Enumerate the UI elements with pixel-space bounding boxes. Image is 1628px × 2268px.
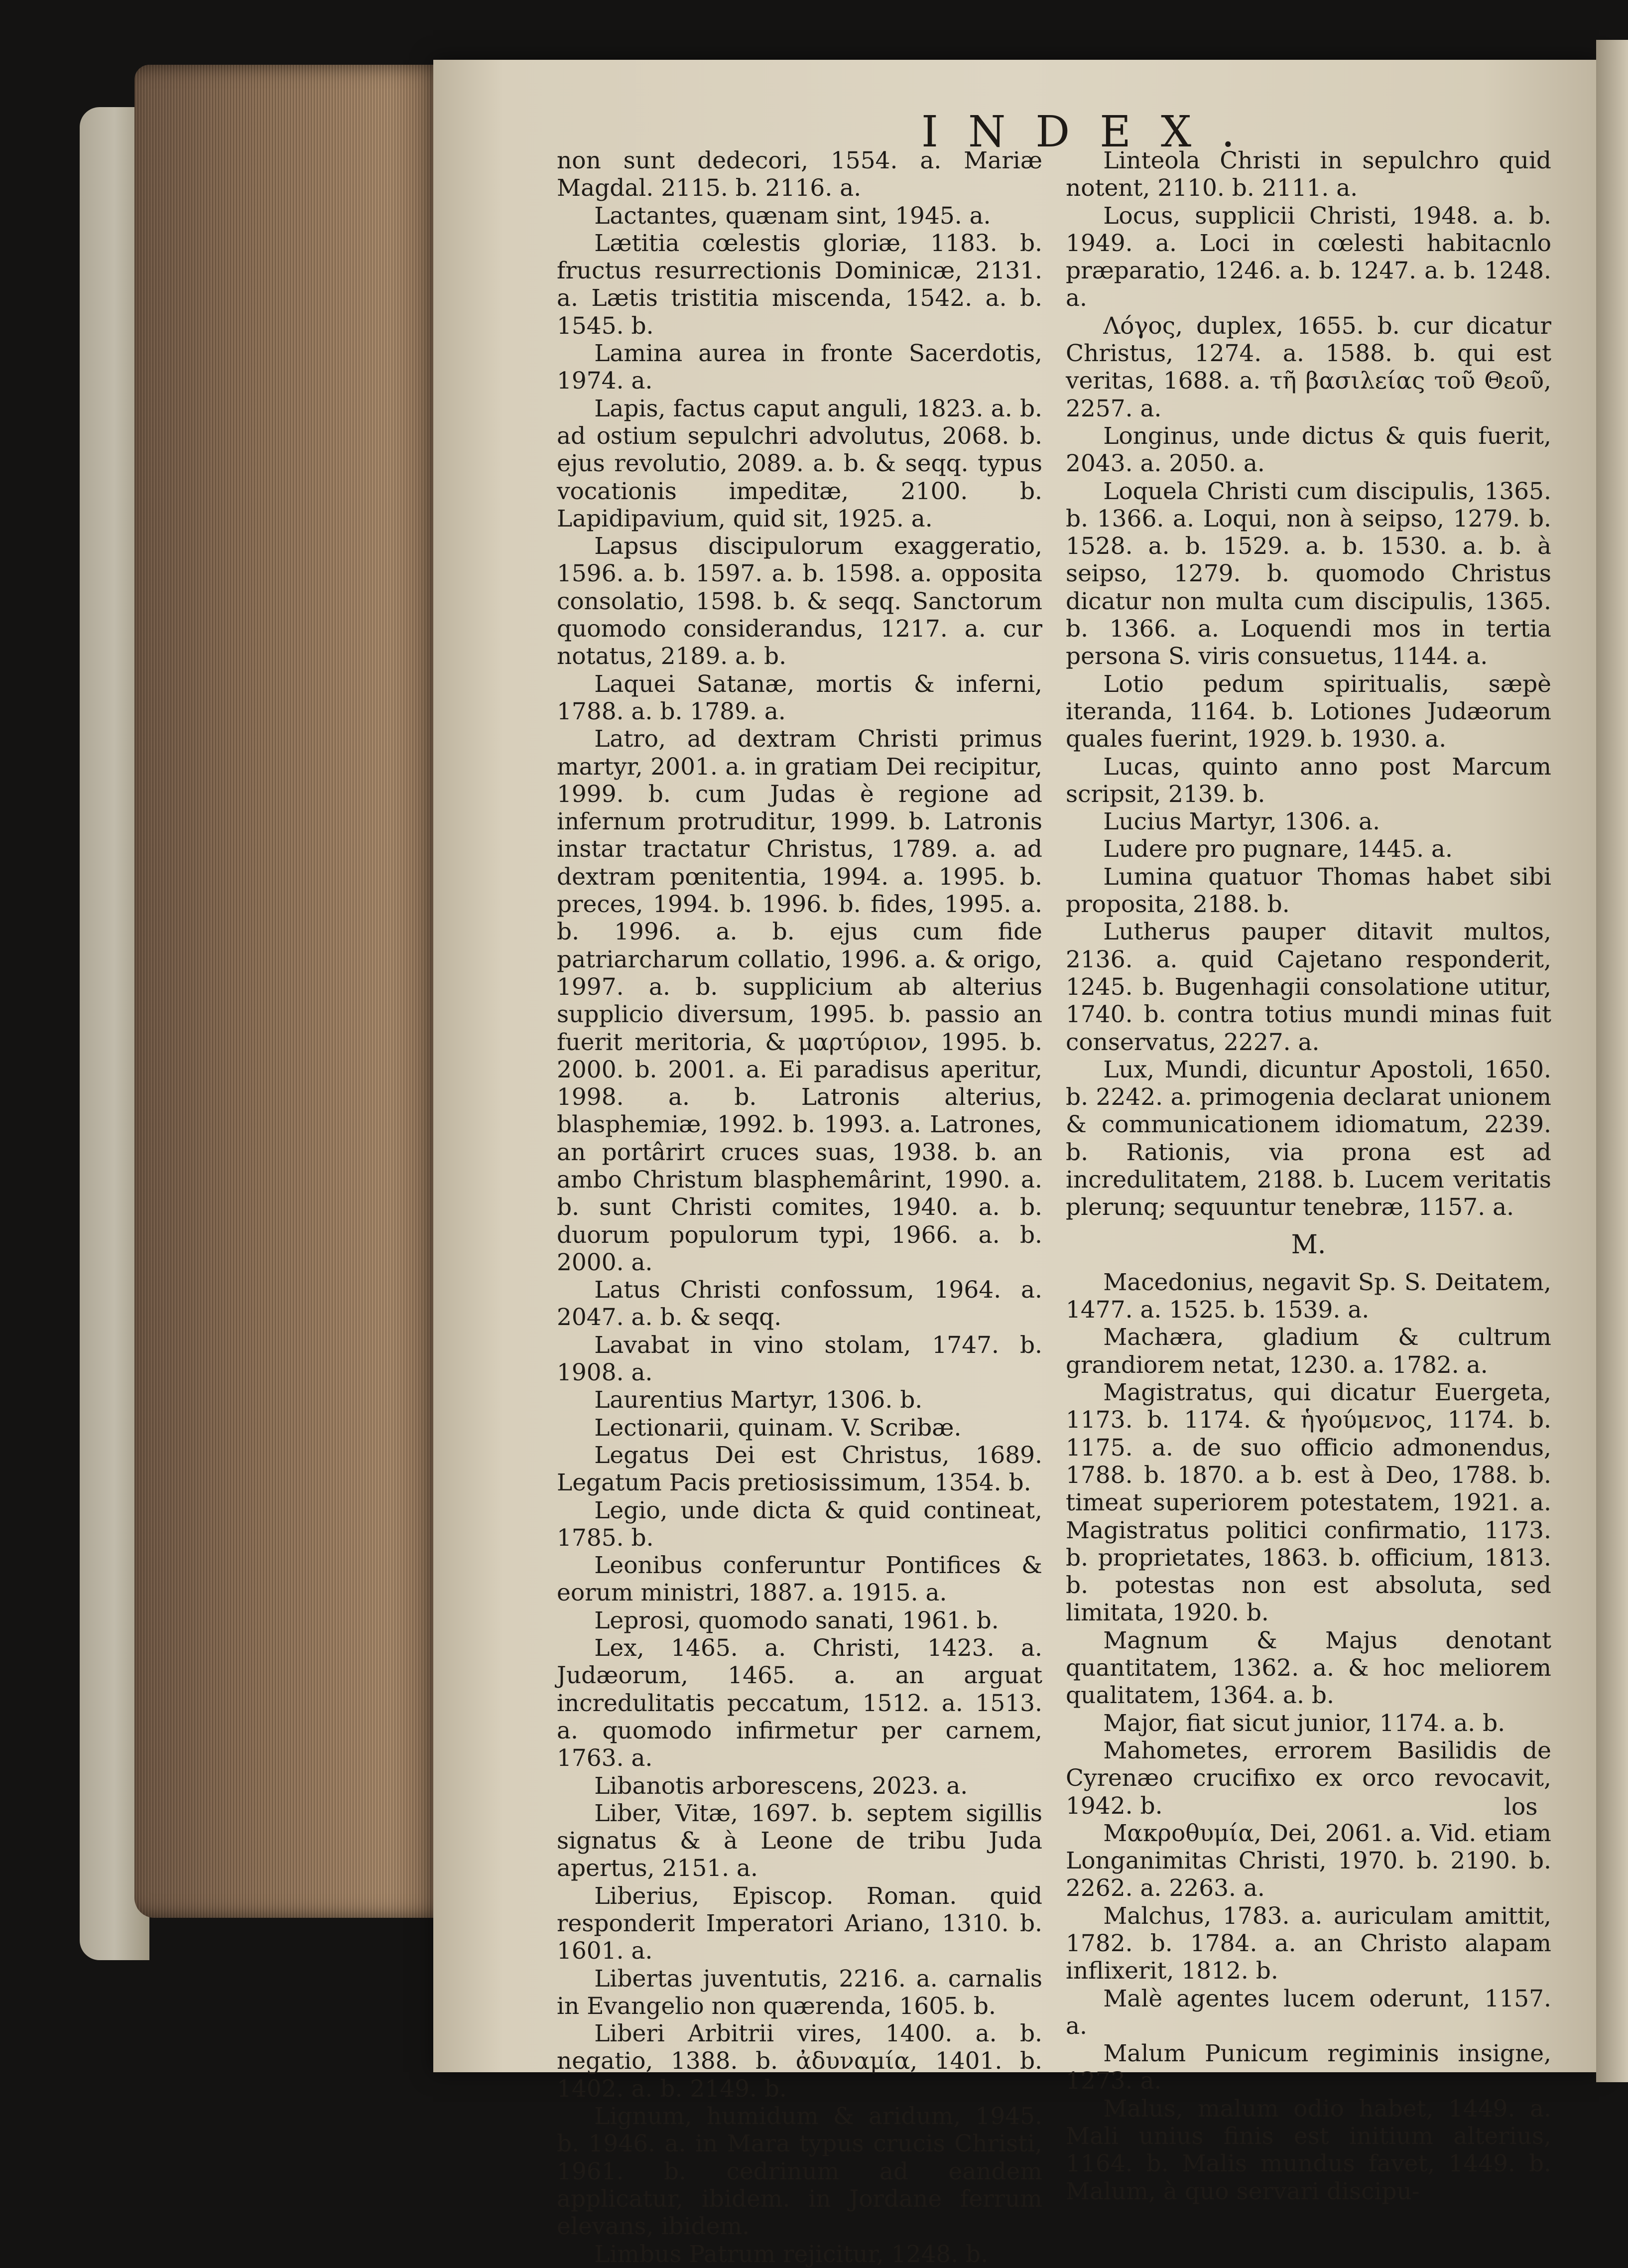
- index-entry: Latro, ad dextram Christi primus martyr, 2001. a. in gratiam Dei recipitur, 1999. b. cum Judas è regione ad infernum protruditur, 1999. b. Latronis instar tractatur Christus, 1789. a. ad dextram pœnitentia, 1994. a. 1995. b. preces, 1994. b. 1996. b. fides, 1995. a. b. 1996. a. b. ejus cum fide patriarcharum collatio, 1996. a. & origo, 1997. a. b. supplicium ab alterius supplicio diversum, 1995. b. passio an fuerit meritoria, & μαρτύριον, 1995. b. 2000. b. 2001. a. Ei paradisus aperitur, 1998. a. b. Latronis alterius, blasphemiæ, 1992. b. 1993. a. Latrones, an portârirt cruces suas, 1938. b. an ambo Christum blasphemârint, 1990. a. b. sunt Christi comites, 1940. a. b. duorum populorum typi, 1966. a. b. 2000. a.: [557, 725, 1042, 1276]
- index-entry: Legatus Dei est Christus, 1689. Legatum Pacis pretiosissimum, 1354. b.: [557, 1441, 1042, 1497]
- index-column-left: [557, 147, 1042, 2268]
- index-entry: Ludere pro pugnare, 1445. a.: [1103, 835, 1453, 863]
- index-entry: Limbus Patrum rejicitur, 1248. b.: [594, 2240, 989, 2268]
- index-entry: Linteola Christi in sepulchro quid notent, 2110. b. 2111. a.: [1066, 147, 1551, 202]
- page-title: INDEX.: [921, 107, 1265, 157]
- index-entry: Leprosi, quomodo sanati, 1961. b.: [594, 1606, 999, 1634]
- index-entry: Lapsus discipulorum exaggeratio, 1596. a. b. 1597. a. b. 1598. a. opposita consolatio, 1598. b. & seqq. Sanctorum quomodo considerandus, 1217. a. cur notatus, 2189. a. b.: [557, 533, 1042, 670]
- index-entry: Malus, malum odio habet, 1449. a. Mali unius finis est initium alterius, 1164. b. Malis mundus favet, 1449. b. Malum, à quo servari discipu-: [1066, 2095, 1551, 2205]
- index-entry: Liberius, Episcop. Roman. quid responderit Imperatori Ariano, 1310. b. 1601. a.: [557, 1882, 1042, 1965]
- index-entry: Longinus, unde dictus & quis fuerit, 2043. a. 2050. a.: [1066, 422, 1551, 478]
- index-entry: Lamina aurea in fronte Sacerdotis, 1974. a.: [557, 340, 1042, 395]
- index-entry: Lux, Mundi, dicuntur Apostoli, 1650. b. 2242. a. primogenia declarat unionem & communicationem idiomatum, 2239. b. Rationis, via prona est ad incredulitatem, 2188. b. Lucem veritatis plerunq; sequuntur tenebræ, 1157. a.: [1066, 1056, 1551, 1221]
- index-entry: Magistratus, qui dicatur Euergeta, 1173. b. 1174. & ἡγούμενος, 1174. b. 1175. a. de suo officio admonendus, 1788. b. 1870. a b. est à Deo, 1788. b. timeat superiorem potestatem, 1921. a. Magistratus politici confirmatio, 1173. b. proprietates, 1863. b. officium, 1813. b. potestas non est absoluta, sed limitata, 1920. b.: [1066, 1379, 1551, 1627]
- index-entry: Lucas, quinto anno post Marcum scripsit, 2139. b.: [1066, 753, 1551, 808]
- index-entry: Lex, 1465. a. Christi, 1423. a. Judæorum, 1465. a. an arguat incredulitatis peccatum, 1512. a. 1513. a. quomodo infirmetur per carnem, 1763. a.: [557, 1634, 1042, 1772]
- index-entry: Lucius Martyr, 1306. a.: [1103, 808, 1380, 836]
- index-entry: Μακροθυμία, Dei, 2061. a. Vid. etiam Longanimitas Christi, 1970. b. 2190. b. 2262. a. 2263. a.: [1066, 1819, 1551, 1902]
- index-entry: Malè agentes lucem oderunt, 1157. a.: [1066, 1985, 1551, 2040]
- index-entry: Lactantes, quænam sint, 1945. a.: [594, 202, 991, 230]
- index-entry: Lectionarii, quinam. V. Scribæ.: [594, 1414, 962, 1442]
- index-entry: Latus Christi confossum, 1964. a. 2047. a. b. & seqq.: [557, 1276, 1042, 1332]
- index-entry: Lignum, humidum & aridum, 1945. b. 1946. a. in Mara typus crucis Christi, 1961. b. cedrinum ad eandem applicatur, ibidem. in Jordane ferrum elevans, ibidem.: [557, 2103, 1042, 2241]
- index-entry: Lætitia cœlestis gloriæ, 1183. b. fructus resurrectionis Dominicæ, 2131. a. Lætis tristitia miscenda, 1542. a. b. 1545. b.: [557, 229, 1042, 340]
- index-entry: Lutherus pauper ditavit multos, 2136. a. quid Cajetano responderit, 1245. b. Bugenhagii consolatione utitur, 1740. b. contra totius mundi minas fuit conservatus, 2227. a.: [1066, 918, 1551, 1056]
- index-entry: Liber, Vitæ, 1697. b. septem sigillis signatus & à Leone de tribu Juda apertus, 2151. a.: [557, 1799, 1042, 1882]
- index-column-right: [1066, 147, 1551, 2205]
- facing-page-edge: [1596, 40, 1628, 2082]
- index-entry: Laurentius Martyr, 1306. b.: [594, 1386, 923, 1414]
- index-entry: Malchus, 1783. a. auriculam amittit, 1782. b. 1784. a. an Christo alapam inflixerit, 1812. b.: [1066, 1902, 1551, 1985]
- index-entry: Lavabat in vino stolam, 1747. b. 1908. a.: [557, 1331, 1042, 1387]
- index-entry: Machæra, gladium & cultrum grandiorem netat, 1230. a. 1782. a.: [1066, 1324, 1551, 1379]
- index-entry: Laquei Satanæ, mortis & inferni, 1788. a. b. 1789. a.: [557, 670, 1042, 725]
- index-entry: Major, fiat sicut junior, 1174. a. b.: [1103, 1709, 1505, 1737]
- index-entry: Locus, supplicii Christi, 1948. a. b. 1949. a. Loci in cœlesti habitacnlo præparatio, 1246. a. b. 1247. a. b. 1248. a.: [1066, 202, 1551, 312]
- index-entry: Lumina quatuor Thomas habet sibi proposita, 2188. b.: [1066, 863, 1551, 919]
- index-entry: Magnum & Majus denotant quantitatem, 1362. a. & hoc meliorem qualitatem, 1364. a. b.: [1066, 1626, 1551, 1710]
- index-entry: Loquela Christi cum discipulis, 1365. b. 1366. a. Loqui, non à seipso, 1279. b. 1528. a. b. 1529. a. b. 1530. a. b. à seipso, 1279. b. quomodo Christus dicatur non multa cum discipulis, 1365. b. 1366. a. Loquendi mos in tertia persona S. viris consuetus, 1144. a.: [1066, 477, 1551, 670]
- index-entry: Liberi Arbitrii vires, 1400. a. b. negatio, 1388. b. ἀδυναμία, 1401. b. 1402. a. b. 2149. b.: [557, 2020, 1042, 2103]
- index-entry: Legio, unde dicta & quid contineat, 1785. b.: [557, 1496, 1042, 1552]
- section-heading: M.: [1291, 1229, 1326, 1260]
- index-entry: Lotio pedum spiritualis, sæpè iteranda, 1164. b. Lotiones Judæorum quales fuerint, 1929. b. 1930. a.: [1066, 670, 1551, 753]
- index-entry: Libertas juventutis, 2216. a. carnalis in Evangelio non quærenda, 1605. b.: [557, 1965, 1042, 2020]
- index-entry: Λόγος, duplex, 1655. b. cur dicatur Christus, 1274. a. 1588. b. qui est veritas, 1688. a. τῆ βασιλείας τοῦ Θεοῦ, 2257. a.: [1066, 312, 1551, 422]
- index-entry: Malum Punicum regiminis insigne, 1273. a.: [1066, 2040, 1551, 2095]
- catchword: los: [1504, 1793, 1538, 1821]
- index-entry: Leonibus conferuntur Pontifices & eorum ministri, 1887. a. 1915. a.: [557, 1552, 1042, 1607]
- book-page-edges: [134, 65, 453, 1918]
- index-entry: Macedonius, negavit Sp. S. Deitatem, 1477. a. 1525. b. 1539. a.: [1066, 1268, 1551, 1324]
- index-entry: non sunt dedecori, 1554. a. Mariæ Magdal. 2115. b. 2116. a.: [557, 147, 1042, 202]
- index-entry: Mahometes, errorem Basilidis de Cyrenæo crucifixo ex orco revocavit, 1942. b.: [1066, 1736, 1551, 1820]
- index-entry: Lapis, factus caput anguli, 1823. a. b. ad ostium sepulchri advolutus, 2068. b. ejus revolutio, 2089. a. b. & seqq. typus vocationis impeditæ, 2100. b. Lapidipavium, quid sit, 1925. a.: [557, 395, 1042, 533]
- index-entry: Libanotis arborescens, 2023. a.: [594, 1772, 968, 1800]
